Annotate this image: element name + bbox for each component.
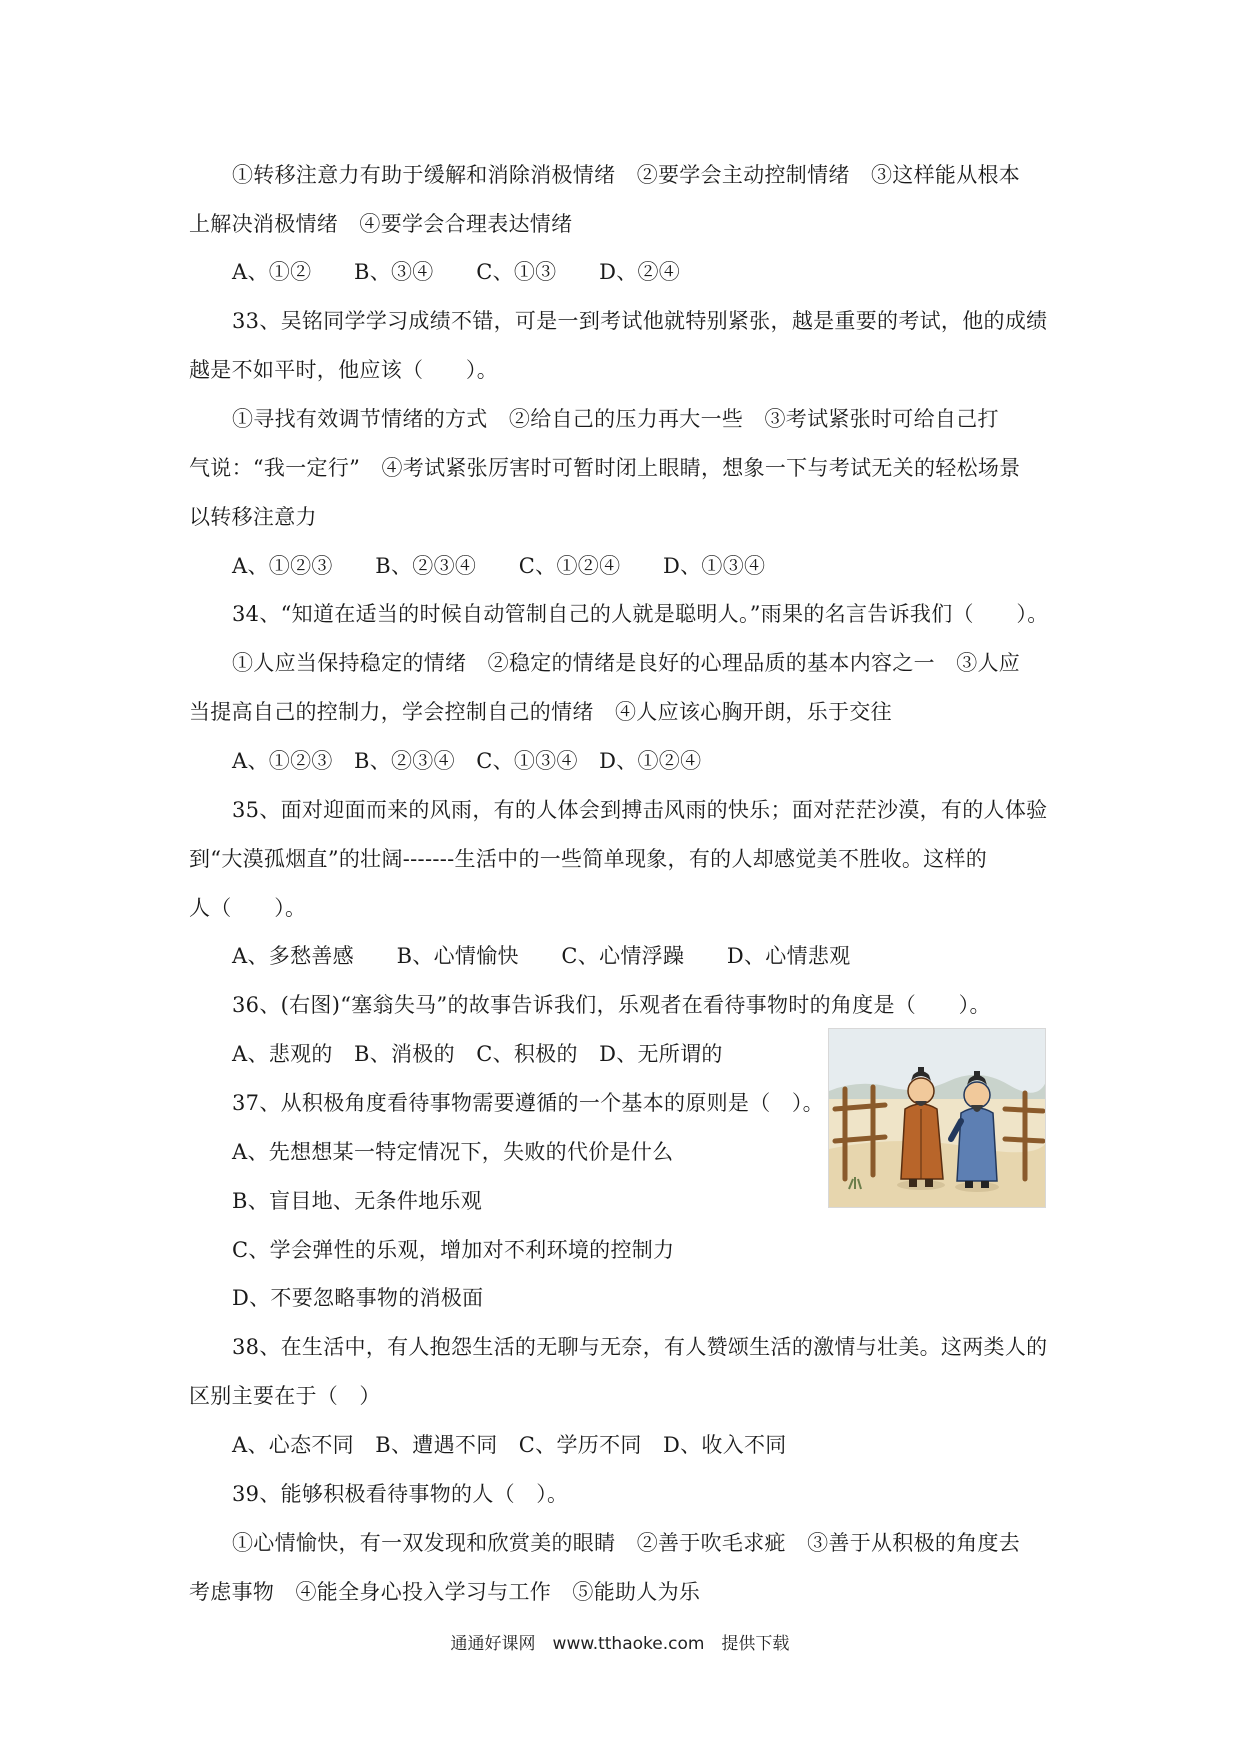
q33-options-line-1: ①寻找有效调节情绪的方式 ②给自己的压力再大一些 ③考试紧张时可给自己打: [232, 407, 999, 431]
q37-choice-d: D、不要忽略事物的消极面: [232, 1286, 484, 1310]
q32-choices: A、①② B、③④ C、①③ D、②④: [232, 260, 681, 284]
q35-choices: A、多愁善感 B、心情愉快 C、心情浮躁 D、心情悲观: [232, 944, 851, 968]
q33-options-line-3: 以转移注意力: [189, 505, 317, 529]
q35-stem-line-3: 人（ ）。: [189, 896, 307, 920]
q37-stem: 37、从积极角度看待事物需要遵循的一个基本的原则是（ ）。: [232, 1091, 824, 1115]
q33-options-line-2: 气说：“我一定行” ④考试紧张厉害时可暂时闭上眼睛，想象一下与考试无关的轻松场景: [189, 456, 1021, 480]
q37-choice-a: A、先想想某一特定情况下，失败的代价是什么: [232, 1140, 674, 1164]
saiweng-illustration: [828, 1028, 1046, 1208]
q38-stem-line-2: 区别主要在于（ ）: [189, 1384, 381, 1408]
q39-options-line-2: 考虑事物 ④能全身心投入学习与工作 ⑤能助人为乐: [189, 1580, 701, 1604]
q36-choices: A、悲观的 B、消极的 C、积极的 D、无所谓的: [232, 1042, 723, 1066]
q39-stem: 39、能够积极看待事物的人（ ）。: [232, 1482, 569, 1506]
q35-stem-line-2: 到“大漠孤烟直”的壮阔-------生活中的一些简单现象，有的人却感觉美不胜收。这样的: [189, 847, 988, 871]
q34-stem: 34、“知道在适当的时候自动管制自己的人就是聪明人。”雨果的名言告诉我们（ ）。: [232, 602, 1049, 626]
q33-stem-line-1: 33、吴铭同学学习成绩不错，可是一到考试他就特别紧张，越是重要的考试，他的成绩: [232, 309, 1048, 333]
q37-choice-b: B、盲目地、无条件地乐观: [232, 1189, 483, 1213]
q36-stem: 36、(右图)“塞翁失马”的故事告诉我们，乐观者在看待事物时的角度是（ ）。: [232, 993, 991, 1017]
q34-options-line-2: 当提高自己的控制力，学会控制自己的情绪 ④人应该心胸开朗，乐于交往: [189, 700, 892, 724]
footer-credit: 通通好课网 www.tthaoke.com 提供下载: [450, 1634, 790, 1654]
q38-stem-line-1: 38、在生活中，有人抱怨生活的无聊与无奈，有人赞颂生活的激情与壮美。这两类人的: [232, 1335, 1048, 1359]
q32-options-line-1: ①转移注意力有助于缓解和消除消极情绪 ②要学会主动控制情绪 ③这样能从根本: [232, 163, 1021, 187]
q33-choices: A、①②③ B、②③④ C、①②④ D、①③④: [232, 554, 766, 578]
q34-choices: A、①②③ B、②③④ C、①③④ D、①②④: [232, 749, 702, 773]
q38-choices: A、心态不同 B、遭遇不同 C、学历不同 D、收入不同: [232, 1433, 787, 1457]
q34-options-line-1: ①人应当保持稳定的情绪 ②稳定的情绪是良好的心理品质的基本内容之一 ③人应: [232, 651, 1021, 675]
q33-stem-line-2: 越是不如平时，他应该（ ）。: [189, 358, 498, 382]
q35-stem-line-1: 35、面对迎面而来的风雨，有的人体会到搏击风雨的快乐；面对茫茫沙漠，有的人体验: [232, 798, 1048, 822]
q37-choice-c: C、学会弹性的乐观，增加对不利环境的控制力: [232, 1238, 675, 1262]
q32-options-line-2: 上解决消极情绪 ④要学会合理表达情绪: [189, 212, 573, 236]
q39-options-line-1: ①心情愉快，有一双发现和欣赏美的眼睛 ②善于吹毛求疵 ③善于从积极的角度去: [232, 1531, 1021, 1555]
